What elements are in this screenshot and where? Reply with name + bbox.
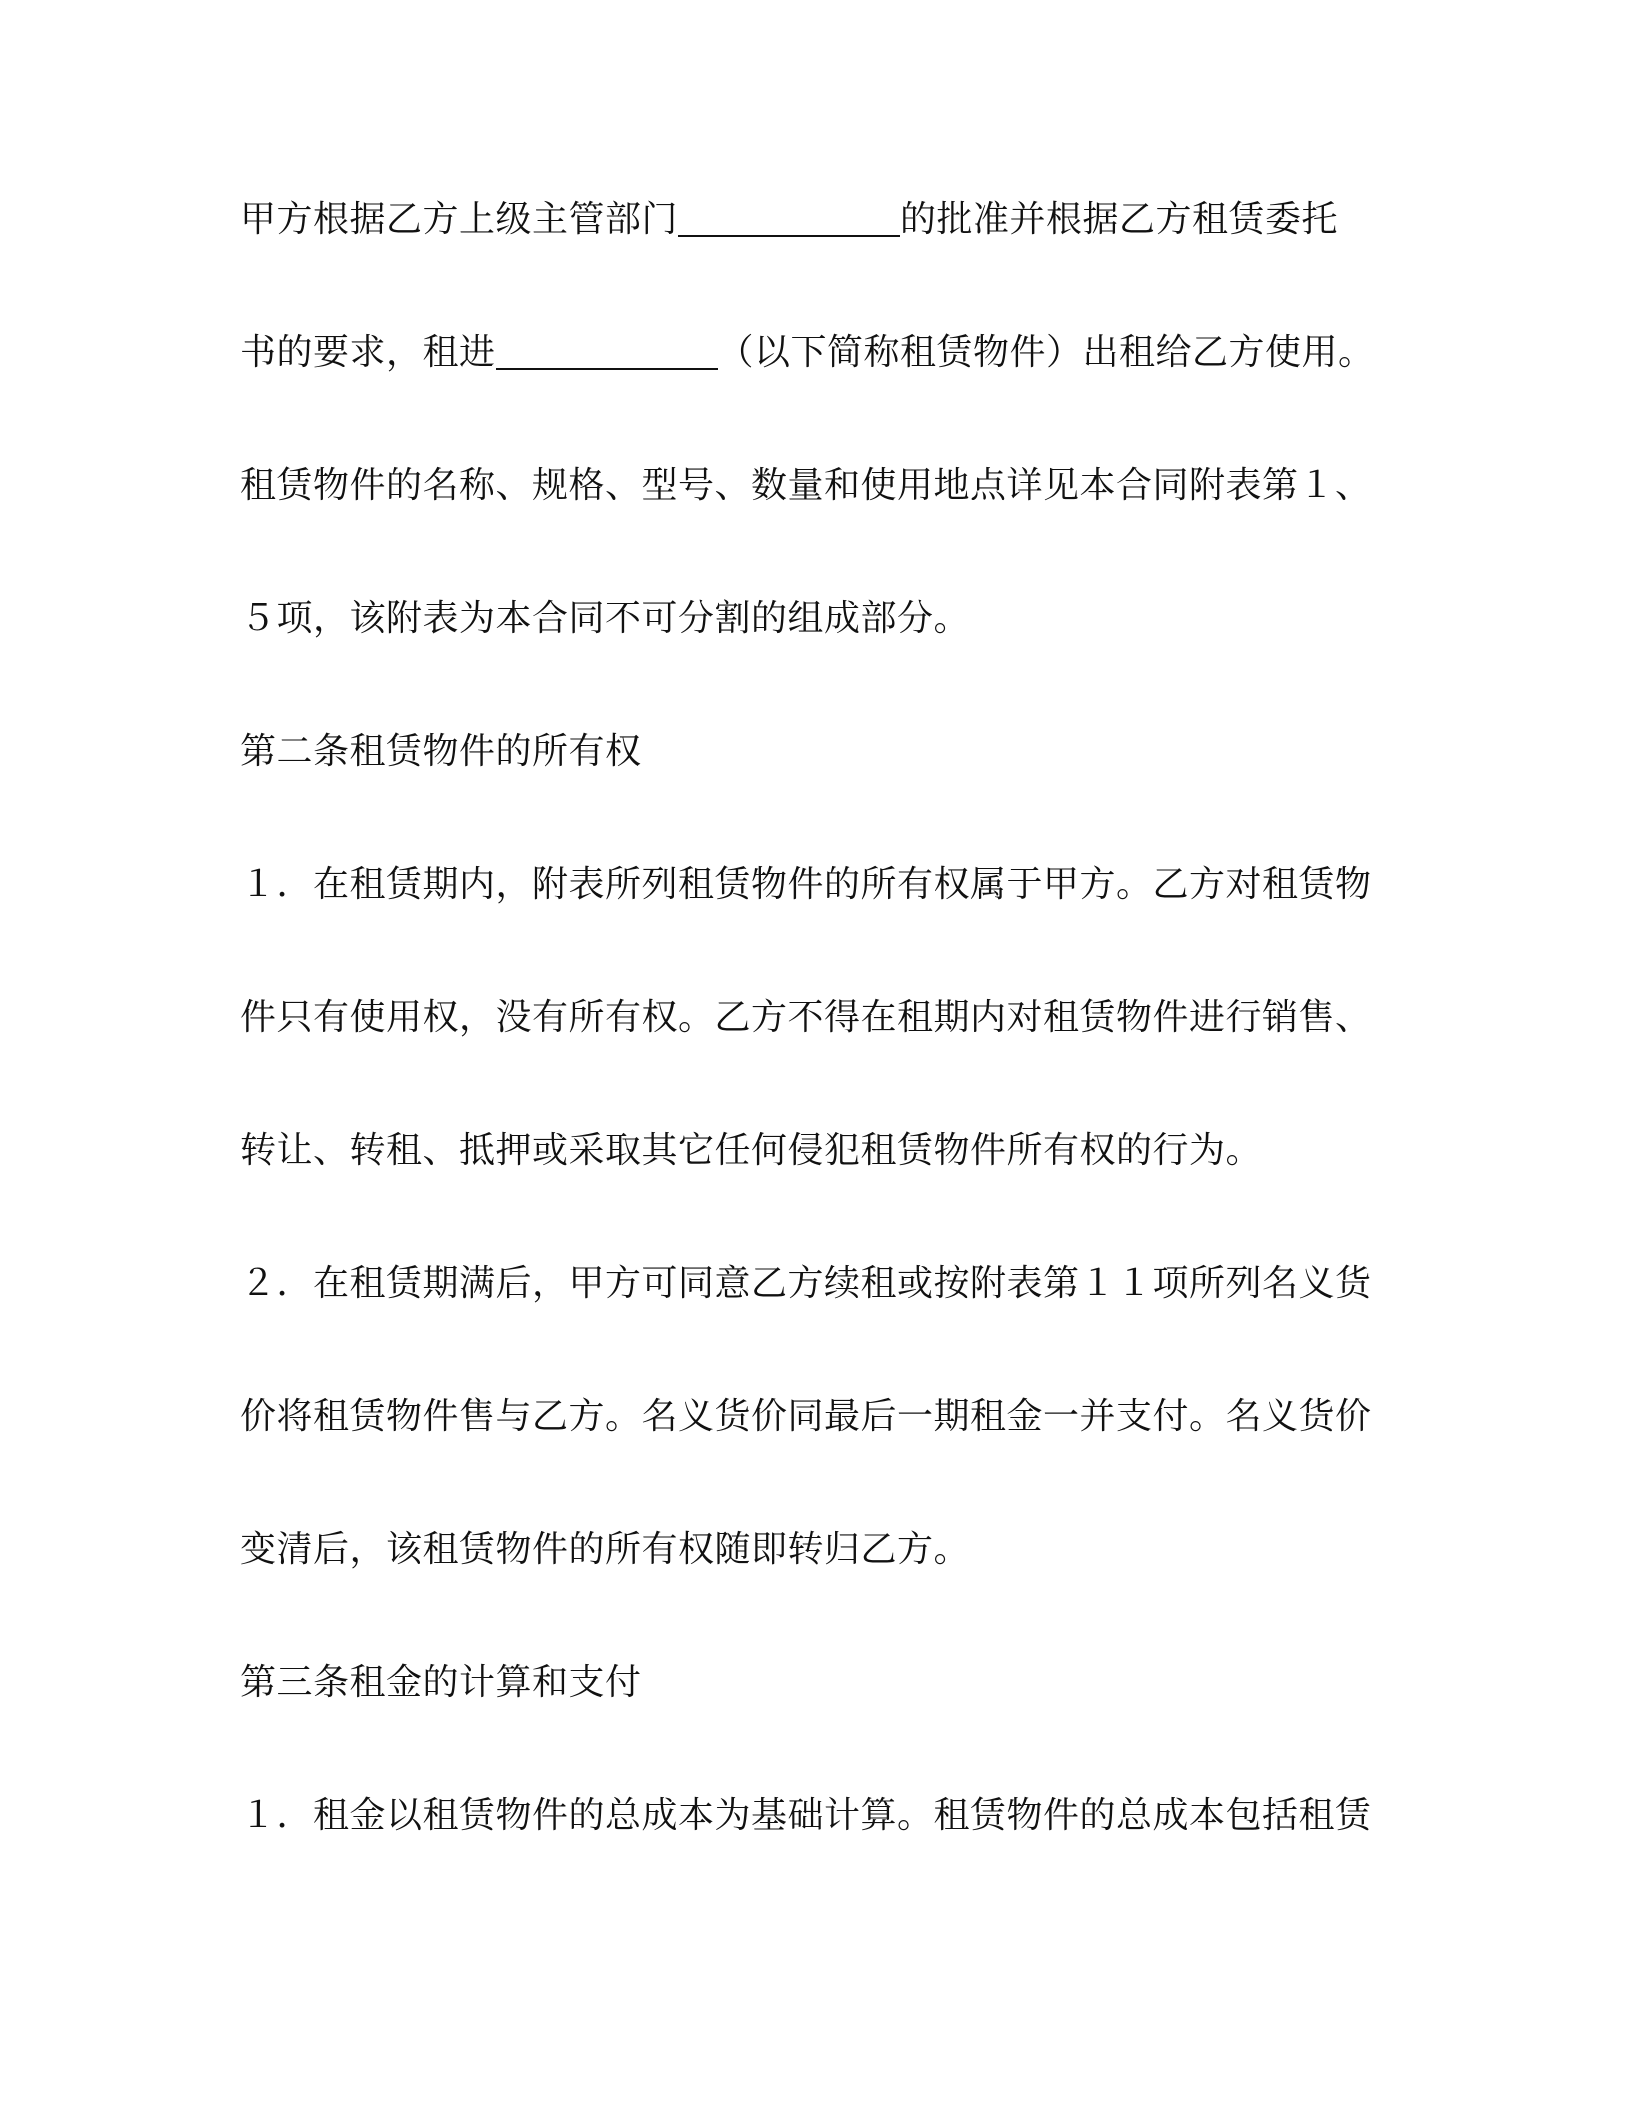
article-2-item-1-line-1: １．在租赁期内，附表所列租赁物件的所有权属于甲方。乙方对租赁物 [240, 864, 1372, 905]
para1-line-1-text-b: 的批准并根据乙方租赁委托 [900, 199, 1339, 240]
article-2-heading: 第二条租赁物件的所有权 [240, 731, 642, 772]
article-2-item-2-line-3: 变清后，该租赁物件的所有权随即转归乙方。 [240, 1529, 971, 1570]
para1-line-2 [240, 329, 1400, 377]
blank-line-approval-dept [678, 199, 900, 237]
article-2-item-2-line-2: 价将租赁物件售与乙方。名义货价同最后一期租金一并支付。名义货价 [240, 1396, 1372, 1437]
para1-line-4: ５项，该附表为本合同不可分割的组成部分。 [240, 598, 971, 639]
article-3-heading: 第三条租金的计算和支付 [240, 1662, 642, 1703]
para1-line-1 [240, 196, 1400, 244]
article-2-item-1-line-3: 转让、转租、抵押或采取其它任何侵犯租赁物件所有权的行为。 [240, 1130, 1263, 1171]
para1-line-3: 租赁物件的名称、规格、型号、数量和使用地点详见本合同附表第１、 [240, 465, 1372, 506]
article-2-item-1-line-2: 件只有使用权，没有所有权。乙方不得在租期内对租赁物件进行销售、 [240, 997, 1372, 1038]
blank-line-leased-item [496, 332, 718, 370]
para1-line-1-text-a: 甲方根据乙方上级主管部门 [240, 199, 679, 240]
article-3-item-1-line-1: １．租金以租赁物件的总成本为基础计算。租赁物件的总成本包括租赁 [240, 1795, 1372, 1836]
article-2-item-2-line-1: ２．在租赁期满后，甲方可同意乙方续租或按附表第１１项所列名义货 [240, 1263, 1372, 1304]
para1-line-2-text-a: 书的要求，租进 [240, 332, 496, 373]
para1-line-2-text-b: （以下简称租赁物件）出租给乙方使用。 [717, 332, 1375, 373]
